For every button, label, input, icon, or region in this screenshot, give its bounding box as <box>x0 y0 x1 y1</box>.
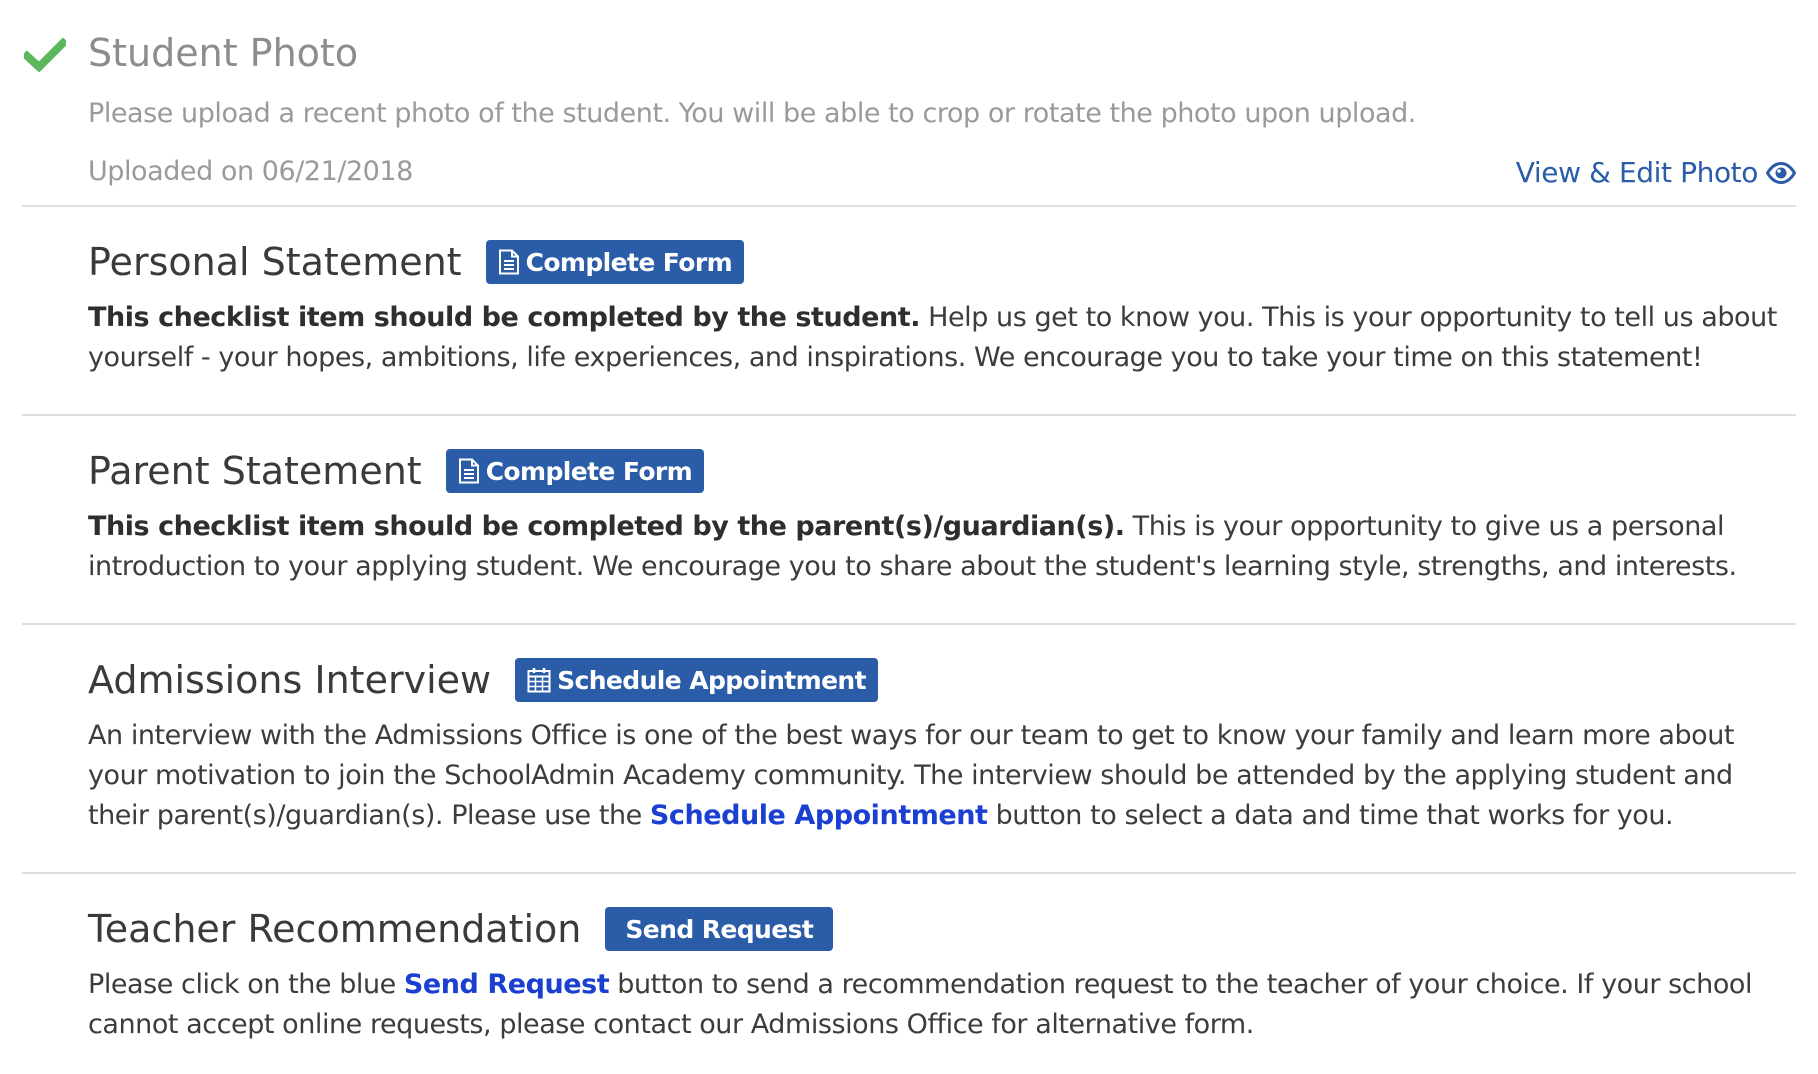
personal-statement-description <box>88 298 1796 378</box>
send-request-inline-link[interactable]: Send Request <box>403 969 610 1000</box>
admissions-interview-body-before: An interview with the Admissions Office is one of the best ways for our team to get to know your family and learn more about your motivation to join the SchoolAdmin Academy community. The interview should be attended by the applying student and their parent(s)/guardian(s). Please use the <box>88 720 1735 831</box>
student-photo-title: Student Photo <box>88 31 359 75</box>
document-icon <box>498 249 520 275</box>
parent-statement-section <box>88 449 1796 587</box>
admissions-interview-description <box>88 716 1796 836</box>
send-request-label: Send Request <box>625 914 814 944</box>
teacher-recommendation-title: Teacher Recommendation <box>88 907 582 951</box>
personal-statement-body-text: Help us get to know you. This is your opportunity to tell us about yourself - your hopes, ambitions, life experiences, and inspirations. We encourage you to take your time on this statement! <box>88 302 1777 373</box>
divider <box>22 205 1796 207</box>
admissions-interview-section <box>88 658 1796 836</box>
divider <box>22 414 1796 416</box>
personal-statement-complete-form-button[interactable] <box>486 240 744 284</box>
student-photo-section <box>88 31 1796 75</box>
divider <box>22 623 1796 625</box>
document-icon <box>458 458 480 484</box>
complete-form-label: Complete Form <box>485 456 693 486</box>
eye-icon <box>1766 162 1796 184</box>
personal-statement-section <box>88 240 1796 378</box>
schedule-appointment-button[interactable] <box>515 658 878 702</box>
teacher-recommendation-description <box>88 965 1796 1045</box>
uploaded-date: Uploaded on 06/21/2018 <box>88 156 413 187</box>
student-photo-description-wrap <box>88 98 1796 129</box>
teacher-recommendation-body-after: button to send a recommendation request to the teacher of your choice. If your school cannot accept online requests, please contact our Admissions Office for alternative form. <box>88 969 1753 1040</box>
calendar-icon <box>527 667 551 693</box>
schedule-appointment-inline-link[interactable]: Schedule Appointment <box>649 800 988 831</box>
checkmark-icon <box>24 38 66 72</box>
teacher-recommendation-body-before: Please click on the blue <box>88 969 404 1000</box>
parent-statement-bold-text: This checklist item should be completed by the parent(s)/guardian(s). <box>88 511 1125 542</box>
parent-statement-complete-form-button[interactable] <box>446 449 704 493</box>
teacher-recommendation-section <box>88 907 1796 1045</box>
parent-statement-body-text: This is your opportunity to give us a personal introduction to your applying student. We encourage you to share about the student's learning style, strengths, and interests. <box>88 511 1737 582</box>
send-request-button[interactable] <box>605 907 833 951</box>
schedule-appointment-label: Schedule Appointment <box>557 665 866 695</box>
view-edit-photo-label: View & Edit Photo <box>1515 156 1758 189</box>
divider <box>22 872 1796 874</box>
parent-statement-description <box>88 507 1796 587</box>
admissions-interview-title: Admissions Interview <box>88 658 492 702</box>
student-photo-description: Please upload a recent photo of the student. You will be able to crop or rotate the photo upon upload. <box>88 98 1416 129</box>
parent-statement-title: Parent Statement <box>88 449 422 493</box>
admissions-interview-body-after: button to select a data and time that works for you. <box>987 800 1674 831</box>
personal-statement-title: Personal Statement <box>88 240 462 284</box>
personal-statement-bold-text: This checklist item should be completed by the student. <box>88 302 921 333</box>
view-edit-photo-link[interactable] <box>1516 156 1796 189</box>
complete-form-label: Complete Form <box>525 247 733 277</box>
